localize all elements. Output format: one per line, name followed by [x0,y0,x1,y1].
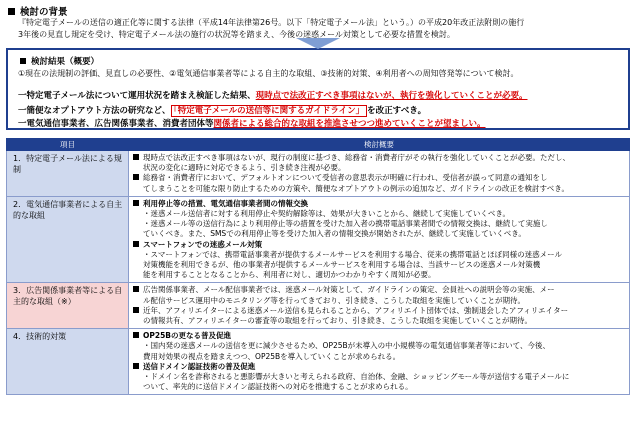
summary-line [133,316,625,326]
points-heading: 検討結果（概要） [20,55,99,67]
summary-line [133,306,625,316]
points-text: ①現在の法規制の評価、見直しの必要性、②電気通信事業者等による自主的な取組、③技術的対策、④利用者への周知啓発等について検討。 [18,69,519,78]
background-line-2: 3年後の見直し規定を受け、特定電子メール法の施行の状況等を踏まえ、今後の迷惑メール対策として必要な措置を検討。 [18,30,455,39]
summary-text: 能を利用することとなることから、利用者に対し、適切かつわかりやすく周知が必要。 [143,270,436,280]
summary-text: 送信ドメイン認証技術の普及促進 [143,361,256,371]
square-bullet-icon [133,200,139,206]
row-category: 1．特定電子メール法による規制 [7,151,129,197]
background-line-1: 『特定電子メールの送信の適正化等に関する法律（平成14年法律第26号。以下「特定電子メール法」という。）の平成20年改正法附則の施行 [18,18,525,27]
square-bullet-icon [20,58,26,64]
col-header-item: 項目 [7,139,129,151]
summary-line [133,229,625,239]
summary-text: 近年、アフィリエイターによる迷惑メール送信も見られることから、アフィリエイト団体では、強制退会したアフィリエイター [143,305,569,315]
summary-text: 状況の変化に適時に対応できるよう、引き続き注視が必要。 [143,163,346,173]
review-table [6,138,630,395]
summary-text: ・スマートフォンでは、携帯電話事業者が提供するメールサービスを利用する場合、従来の携帯電話とほぼ同様の迷惑メール [143,249,562,259]
summary-line [133,153,625,163]
summary-text: OP25Bの更なる普及促進 [143,331,232,341]
summary-text: ・迷惑メール送信者に対する利用停止や契約解除等は、効果が大きいことから、継続して実施していくべき。 [143,209,511,219]
summary-line [133,362,625,372]
summary-text: ・迷惑メール等の送信行為により利用停止等の措置を受けた加入者の携帯電話事業者間での情報交換は、継続して実施し [143,219,548,229]
square-bullet-icon [133,307,139,313]
summary-text: 費用対効果の視点を踏まえつつ、OP25Bを導入していくことが求められる。 [143,351,401,361]
conclusion-3: 一電気通信事業者、広告関係事業者、消費者団体等関係者による総合的な取組を推進させつつ進めていくことが望ましい。 [18,119,486,129]
summary-box [6,48,630,130]
summary-line [133,341,625,351]
summary-line [133,184,625,194]
summary-text: 利用停止等の措置、電気通信事業者間の情報交換 [143,198,308,208]
summary-line [133,250,625,260]
table-row [7,329,630,395]
row-summary [129,329,630,395]
col-header-summary: 検討概要 [129,139,630,151]
square-bullet-icon [133,286,139,292]
summary-text: ついて、率先的に送信ドメイン認証技術への対応を推進することが求められる。 [143,382,413,392]
conclusion-1: 一特定電子メール法について運用状況を踏まえ検証した結果、現時点で法改正すべき事項はないが、執行を強化していくことが必要。 [18,91,528,101]
summary-text: スマートフォンでの迷惑メール対策 [143,239,263,249]
row-summary [129,196,630,283]
square-bullet-icon [133,332,139,338]
summary-line [133,260,625,270]
row-category: 3．広告関係事業者等による自主的な取組（※） [7,283,129,329]
summary-text: 対策機能を利用できるが、他の事業者が提供するメールサービスを利用する場合は、当該サービスの迷惑メール対策機 [143,260,541,270]
summary-line [133,285,625,295]
summary-text: てしまうことを可能な限り防止するための方策や、簡便なオプトアウトの例示の追加など、ガイドラインの改正を検討すべき。 [143,183,569,193]
summary-text: の情報共有、アフィリエイターの審査等の取組を行っており、引き続き、こうした取組を実施していくことが期待。 [143,316,532,326]
summary-text: ル配信サービス運用中のモニタリング等を行ってきており、引き続き、こうした取組を実施していくことが期待。 [143,295,526,305]
summary-line [133,209,625,219]
summary-text: 広告関係事業者、メール配信事業者では、迷惑メール対策として、ガイドラインの策定、会員社への説明会等の実施、メー [143,285,555,295]
table-row [7,283,630,329]
summary-text: ていくべき。また、SMSでの利用停止等を受けた加入者の情報交換が開始されたが、継続して実施していくべき。 [143,229,526,239]
summary-line [133,296,625,306]
summary-line [133,240,625,250]
summary-line [133,173,625,183]
summary-line [133,372,625,382]
summary-line [133,219,625,229]
summary-text: 総務省・消費者庁において、デフォルトオンについて受信者の意思表示が明確に行われ、受信者が誤って同意の通知をし [143,173,548,183]
row-summary [129,283,630,329]
background-heading: 検討の背景 [8,4,68,18]
row-summary [129,151,630,197]
table-row [7,196,630,283]
down-arrow-icon [296,38,340,49]
square-bullet-icon [133,241,139,247]
summary-line [133,331,625,341]
summary-line [133,163,625,173]
summary-line [133,199,625,209]
summary-line [133,270,625,280]
row-category: 4．技術的対策 [7,329,129,395]
summary-text: ・国内発の迷惑メールの送信を更に減少させるため、OP25Bが未導入の中小規模等の電気通信事業者等において、今後、 [143,341,551,351]
square-bullet-icon [133,174,139,180]
table-row [7,151,630,197]
row-category: 2．電気通信事業者による自主的な取組 [7,196,129,283]
summary-line [133,382,625,392]
summary-line [133,352,625,362]
square-bullet-icon [133,154,139,160]
summary-text: ・ドメイン名を詐称されると悪影響が大きいと考えられる政府、自治体、金融、ショッピングモール等が送信する電子メールに [143,372,570,382]
summary-text: 現時点で法改正すべき事項はないが、現行の制度に基づき、総務省・消費者庁がその執行を強化していくことが必要。ただし、 [143,153,571,162]
conclusion-2: 一簡便なオプトアウト方法の研究など、 「特定電子メールの送信等に関するガイドライン」 を改正すべき。 [18,106,427,116]
square-bullet-icon [133,363,139,369]
square-bullet-icon [8,8,15,15]
